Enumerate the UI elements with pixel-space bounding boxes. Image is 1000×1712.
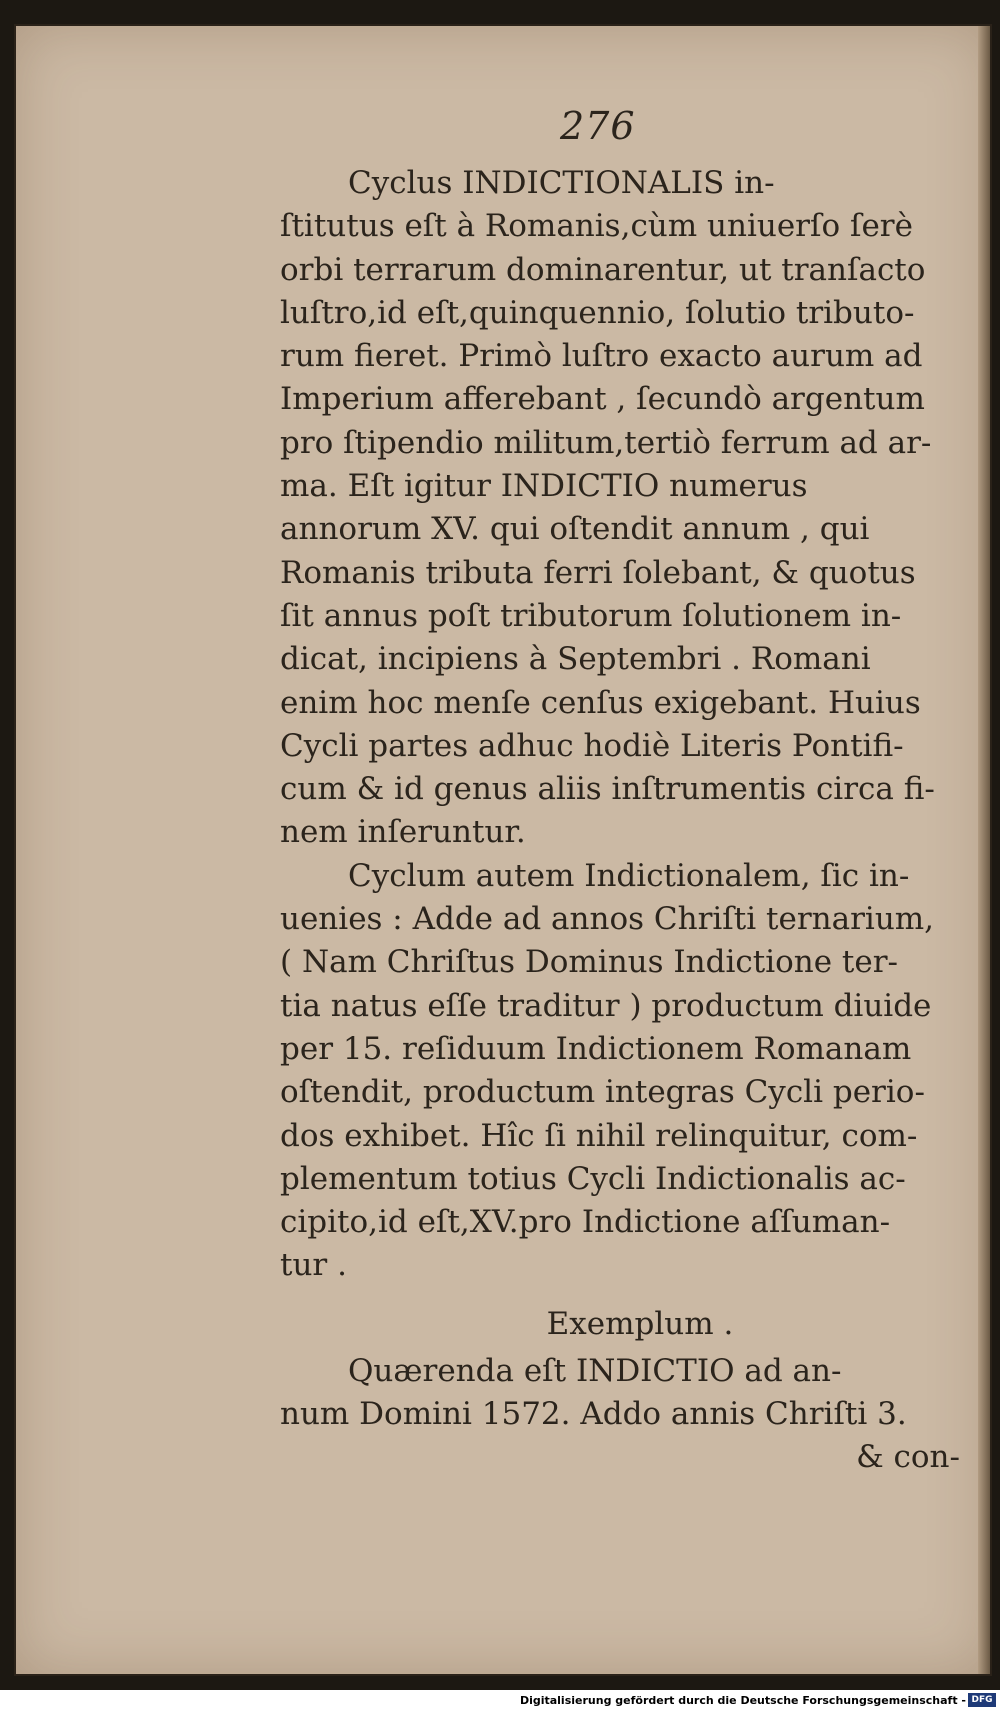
text-line: ( Nam Chriſtus Dominus Indictione ter- bbox=[280, 944, 899, 981]
catchword: & con- bbox=[856, 1439, 960, 1476]
text-line: dicat, incipiens à Septembri . Romani bbox=[280, 641, 871, 678]
text-line: oſtendit, productum integras Cycli perio- bbox=[280, 1074, 925, 1111]
text-line: tur . bbox=[280, 1247, 347, 1284]
text-line: plementum totius Cycli Indictionalis ac- bbox=[280, 1160, 906, 1197]
text-line: ſtitutus eſt à Romanis,cùm uniuerſo ſerè bbox=[280, 208, 913, 245]
text-line: Cyclum autem Indictionalem, ſic in- bbox=[348, 857, 910, 894]
text-line: uenies : Adde ad annos Chriſti ternarium, bbox=[280, 901, 935, 938]
text-line: enim hoc menſe cenſus exigebant. Huius bbox=[280, 684, 921, 721]
text-line: per 15. reſiduum Indictionem Romanam bbox=[280, 1030, 912, 1067]
text-line: Cycli partes adhuc hodiè Literis Pontifi- bbox=[280, 727, 904, 764]
text-line: Imperium afferebant , ſecundò argentum bbox=[280, 381, 925, 418]
text-line: annorum XV. qui oſtendit annum , qui bbox=[280, 511, 870, 548]
text-line: num Domini 1572. Addo annis Chriſti 3. bbox=[280, 1396, 907, 1433]
text-line: cum & id genus aliis inſtrumentis circa fi- bbox=[280, 771, 935, 808]
page-number: 276 bbox=[560, 104, 636, 148]
text-line: rum fieret. Primò luſtro exacto aurum ad bbox=[280, 338, 923, 375]
text-line: luſtro,id eſt,quinquennio, ſolutio tributo- bbox=[280, 294, 915, 331]
page-edge bbox=[978, 26, 990, 1674]
text-line: ſit annus poſt tributorum ſolutionem in- bbox=[280, 597, 902, 634]
example-heading: Exemplum . bbox=[546, 1305, 734, 1342]
text-line: cipito,id eſt,XV.pro Indictione aſſuman- bbox=[280, 1204, 891, 1241]
text-line: Cyclus INDICTIONALIS in- bbox=[348, 165, 775, 201]
text-line: tia natus eſſe traditur ) productum diuide bbox=[280, 987, 932, 1024]
text-line: nem inſeruntur. bbox=[280, 814, 526, 851]
text-line: orbi terrarum dominarentur, ut tranſacto bbox=[280, 251, 926, 288]
text-line: pro ſtipendio militum,tertiò ferrum ad ar- bbox=[280, 424, 932, 461]
footer-credit: Digitalisierung gefördert durch die Deutsche Forschungsgemeinschaft - bbox=[519, 1694, 966, 1707]
text-line: dos exhibet. Hîc ſi nihil relinquitur, com- bbox=[280, 1117, 918, 1154]
text-line: Romanis tributa ferri ſolebant, & quotus bbox=[280, 554, 916, 591]
body-text bbox=[280, 162, 960, 1480]
text-line: ma. Eſt igitur INDICTIO numerus bbox=[280, 468, 808, 505]
text-line: Quærenda eſt INDICTIO ad an- bbox=[348, 1352, 842, 1389]
dfg-logo: DFG bbox=[968, 1693, 996, 1707]
